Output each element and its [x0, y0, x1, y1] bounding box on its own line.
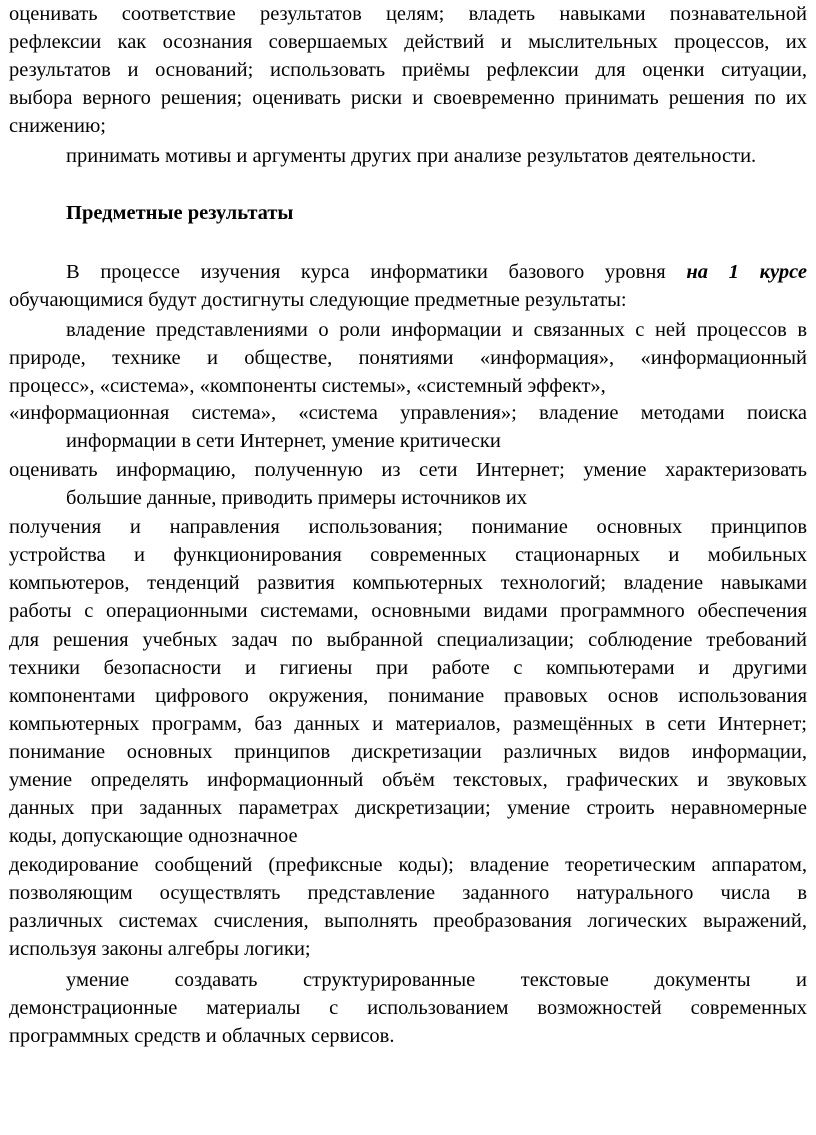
text-line: рефлексии как осознания совершаемых действий и мыслительных процессов, их — [9, 31, 807, 53]
text-line: понимание основных принципов дискретизации различных видов информации, — [9, 741, 807, 763]
text-line: используя законы алгебры логики; — [9, 938, 311, 960]
text-line: устройства и функционирования современных стационарных и мобильных — [9, 544, 807, 566]
text-line: умение определять информационный объём текстовых, графических и звуковых — [9, 769, 807, 791]
text-line: демонстрационные материалы с использованием возможностей современных — [9, 997, 807, 1019]
text-line: умение создавать структурированные текстовые документы и — [66, 969, 807, 991]
text-line: информации в сети Интернет, умение критически — [66, 430, 501, 452]
intro-text: В процессе изучения курса информатики базового уровня — [66, 261, 687, 283]
course-emphasis: на 1 курсе — [686, 261, 807, 283]
text-line: работы с операционными системами, основными видами программного обеспечения — [9, 600, 807, 622]
text-line: декодирование сообщений (префиксные коды); владение теоретическим аппаратом, — [9, 854, 807, 876]
section-heading: Предметные результаты — [66, 202, 294, 224]
text-line: получения и направления использования; понимание основных принципов — [9, 516, 807, 538]
text-line: позволяющим осуществлять представление заданного натурального числа в — [9, 882, 807, 904]
text-line: большие данные, приводить примеры источников их — [66, 487, 528, 509]
text-line: компонентами цифрового окружения, понимание правовых основ использования — [9, 685, 807, 707]
text-line: различных системах счисления, выполнять преобразования логических выражений, — [9, 910, 807, 932]
text-line: процесс», «система», «компоненты системы», «системный эффект», — [9, 375, 606, 397]
text-line: компьютеров, тенденций развития компьютерных технологий; владение навыками — [9, 572, 807, 594]
text-line: выбора верного решения; оценивать риски и своевременно принимать решения по их — [9, 87, 807, 109]
text-line: обучающимися будут достигнуты следующие предметные результаты: — [9, 289, 627, 311]
text-line: данных при заданных параметрах дискретизации; умение строить неравномерные — [9, 797, 807, 819]
text-line: принимать мотивы и аргументы других при анализе результатов деятельности. — [66, 145, 757, 167]
text-line: оценивать информацию, полученную из сети Интернет; умение характеризовать — [9, 459, 807, 481]
text-line: компьютерных программ, баз данных и материалов, размещённых в сети Интернет; — [9, 713, 807, 735]
text-line: для решения учебных задач по выбранной специализации; соблюдение требований — [9, 629, 807, 651]
text-line: снижению; — [9, 115, 106, 137]
text-line: коды, допускающие однозначное — [9, 825, 298, 847]
text-line: оценивать соответствие результатов целям; владеть навыками познавательной — [9, 3, 807, 25]
text-line: природе, технике и обществе, понятиями «информация», «информационный — [9, 347, 807, 369]
intro-line — [66, 258, 807, 286]
text-line: владение представлениями о роли информации и связанных с ней процессов в — [66, 319, 807, 341]
text-line: результатов и оснований; использовать приёмы рефлексии для оценки ситуации, — [9, 59, 807, 81]
text-line: «информационная система», «система управления»; владение методами поиска — [9, 402, 807, 424]
text-line: программных средств и облачных сервисов. — [9, 1025, 395, 1047]
text-line: техники безопасности и гигиены при работе с компьютерами и другими — [9, 657, 807, 679]
